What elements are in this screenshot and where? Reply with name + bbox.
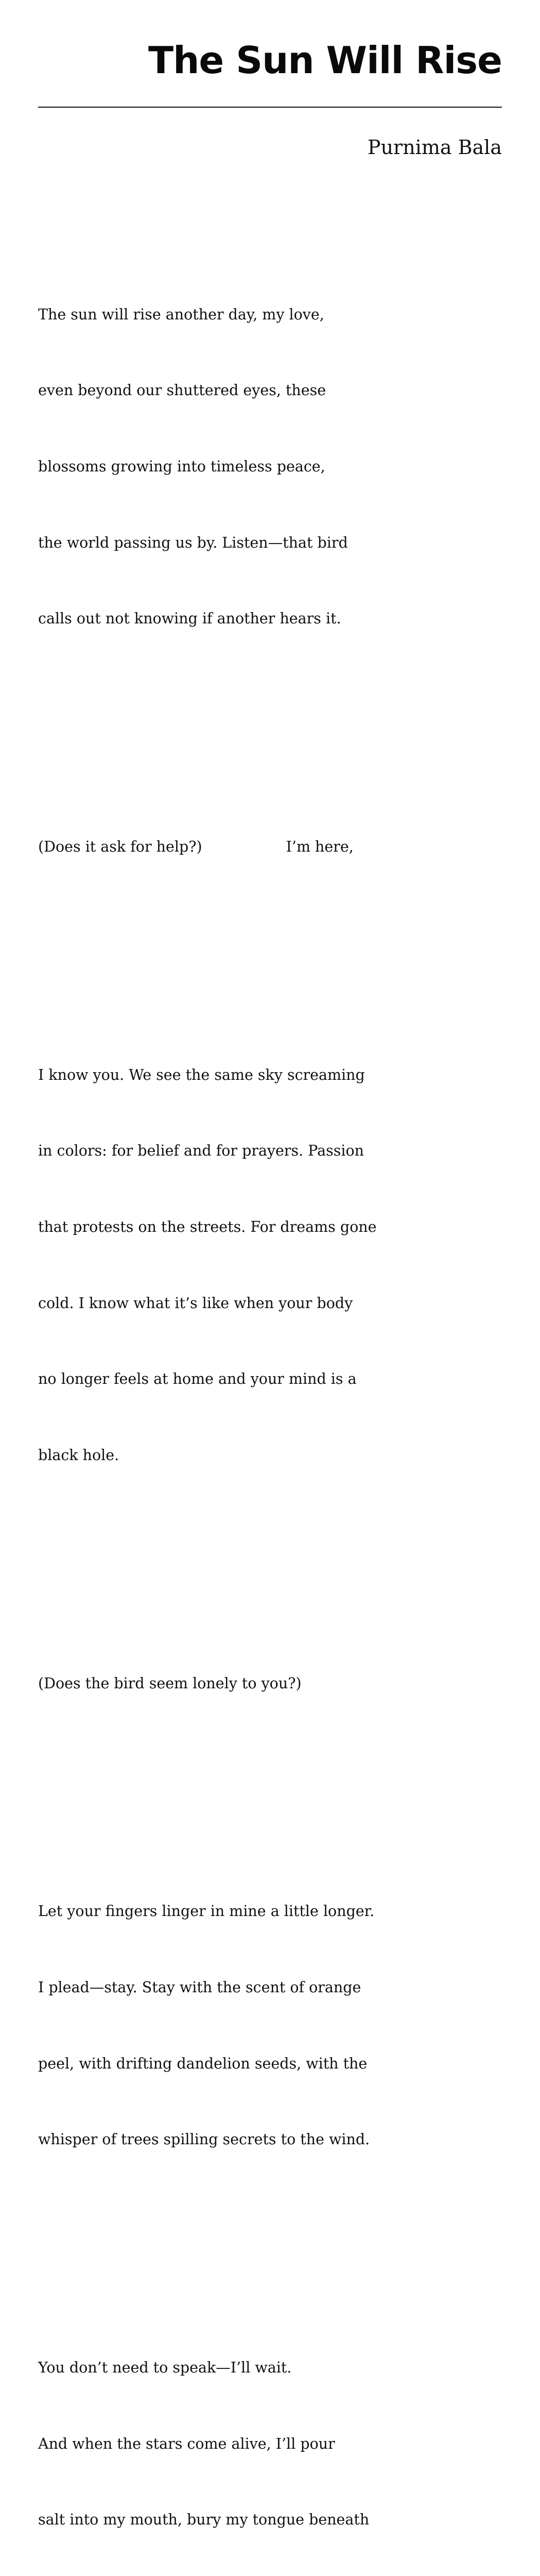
stanza-1 — [38, 251, 389, 682]
author-name: Purnima Bala — [368, 136, 502, 159]
poem-line: The sun will rise another day, my love, — [38, 306, 324, 323]
title-divider — [38, 107, 502, 108]
poem-line: salt into my mouth, bury my tongue beneath — [38, 2511, 370, 2529]
poem-line: the world passing us by. Listen—that bird — [38, 534, 348, 551]
poem-title: The Sun Will Rise — [148, 39, 502, 82]
poem-line: that protests on the streets. For dreams gone — [38, 1218, 377, 1235]
stanza-4 — [38, 1620, 389, 1747]
poem-line: I plead—stay. Stay with the scent of orange — [38, 1978, 361, 1996]
poem-line: in colors: for belief and for prayers. Passion — [38, 1142, 364, 1160]
poem-line: And when the stars come alive, I’ll pour — [38, 2435, 335, 2452]
poem-line: blossoms growing into timeless peace, — [38, 458, 325, 475]
poem-line: You don’t need to speak—I’ll wait. — [38, 2359, 292, 2376]
poem-line-left: (Does it ask for help?) — [38, 838, 202, 855]
poem-body — [38, 200, 389, 2576]
poem-line: calls out not knowing if another hears it. — [38, 610, 341, 628]
poem-line: peel, with drifting dandelion seeds, with the — [38, 2055, 368, 2072]
poem-line: even beyond our shuttered eyes, these — [38, 382, 326, 399]
stanza-5 — [38, 1848, 389, 2203]
poem-line: I know you. We see the same sky screaming — [38, 1066, 365, 1083]
stanza-6 — [38, 2304, 389, 2576]
poem-line: no longer feels at home and your mind is a — [38, 1370, 357, 1388]
poem-line: whisper of trees spilling secrets to the wind. — [38, 2131, 370, 2148]
poem-line: black hole. — [38, 1446, 119, 1464]
stanza-2 — [38, 784, 389, 910]
stanza-3 — [38, 1011, 389, 1518]
poem-line-split — [38, 834, 389, 859]
poem-line: Let your fingers linger in mine a little longer. — [38, 1903, 375, 1920]
poem-line-right: I’m here, — [286, 838, 354, 855]
poem-line: (Does the bird seem lonely to you?) — [38, 1674, 302, 1692]
poem-line: cold. I know what it’s like when your body — [38, 1294, 353, 1312]
